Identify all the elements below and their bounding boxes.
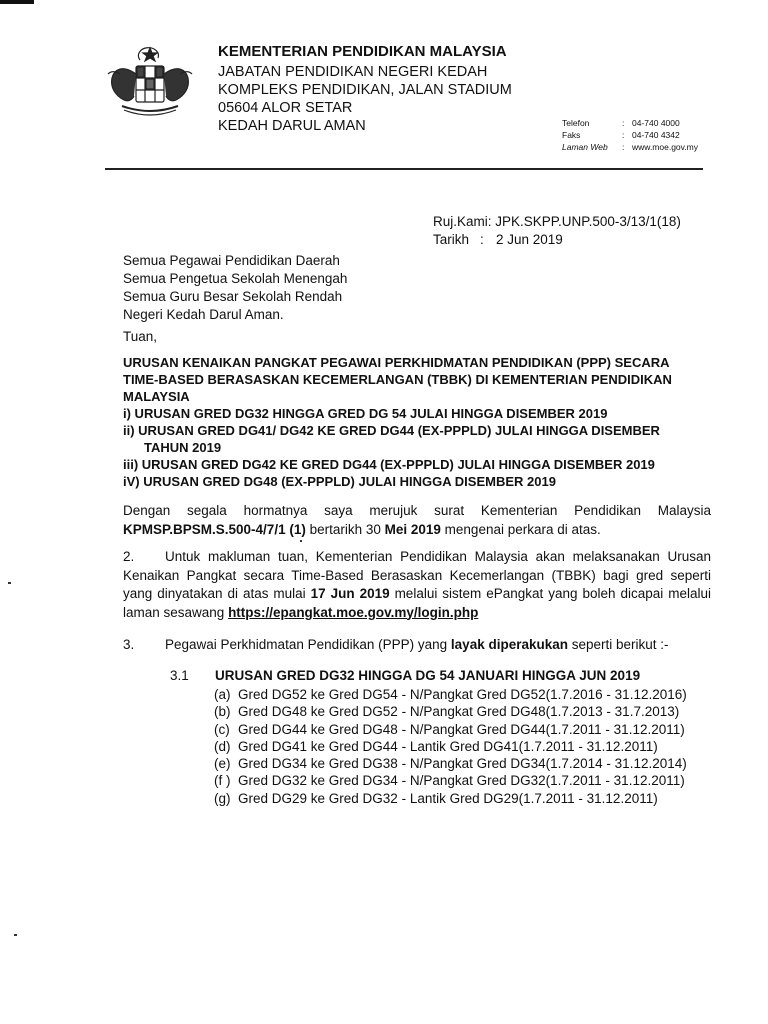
list-item-label: (a) — [214, 687, 231, 702]
list-item — [214, 721, 687, 738]
section-3-1-number: 3.1 — [170, 668, 189, 683]
section-3-1-title: URUSAN GRED DG32 HINGGA DG 54 JANUARI HINGGA JUN 2019 — [215, 668, 641, 683]
list-item-label: (g) — [214, 790, 231, 806]
list-item — [214, 755, 687, 772]
list-item-label: (c) — [214, 721, 230, 737]
para2-date: 17 Jun 2019 — [310, 586, 390, 601]
recipients-block — [123, 252, 347, 324]
address-line-2: 05604 ALOR SETAR — [218, 100, 353, 116]
phone-number: 04-740 4000 — [632, 118, 680, 128]
subject-item-ii-cont: TAHUN 2019 — [144, 440, 222, 455]
list-item — [214, 738, 687, 755]
para1-text-c: mengenai perkara di atas. — [440, 521, 601, 537]
list-item-text: Gred DG29 ke Gred DG32 - Lantik Gred DG29(1.7.2011 - 31.12.2011) — [238, 790, 658, 806]
subject-line-1: URUSAN KENAIKAN PANGKAT PEGAWAI PERKHIDMATAN PENDIDIKAN (PPP) SECARA — [123, 355, 670, 370]
list-item-label: (f ) — [214, 773, 231, 789]
subject-item-i: i) URUSAN GRED DG32 HINGGA GRED DG 54 JULAI HINGGA DISEMBER 2019 — [123, 406, 608, 421]
list-item-text: Gred DG48 ke Gred DG52 - N/Pangkat Gred DG48(1.7.2013 - 31.7.2013) — [238, 704, 680, 720]
scan-speck — [300, 540, 302, 542]
para2-number: 2. — [123, 549, 135, 564]
list-item-text: Gred DG52 ke Gred DG54 - N/Pangkat Gred DG52(1.7.2016 - 31.12.2016) — [238, 687, 687, 702]
list-item — [214, 790, 687, 807]
list-item-text: Gred DG34 ke Gred DG38 - N/Pangkat Gred DG34(1.7.2014 - 31.12.2014) — [238, 756, 687, 772]
web-address: www.moe.gov.my — [632, 142, 698, 152]
phone-separator: : — [622, 118, 625, 128]
list-item — [214, 686, 687, 703]
para1-text-b: bertarikh 30 — [305, 521, 385, 537]
para3-number: 3. — [123, 637, 135, 652]
recipient-line: Semua Pengetua Sekolah Menengah — [123, 271, 348, 286]
department-name: JABATAN PENDIDIKAN NEGERI KEDAH — [218, 64, 488, 80]
coat-of-arms-icon — [100, 44, 200, 122]
reference-number: Ruj.Kami: JPK.SKPP.UNP.500-3/13/1(18) — [433, 214, 681, 229]
phone-label: Telefon — [562, 118, 590, 128]
web-label: Laman Web — [562, 142, 608, 152]
address-line-1: KOMPLEKS PENDIDIKAN, JALAN STADIUM — [218, 82, 512, 98]
list-item-label: (d) — [214, 738, 231, 754]
subject-block — [123, 354, 715, 490]
ministry-name: KEMENTERIAN PENDIDIKAN MALAYSIA — [218, 43, 507, 60]
fax-separator: : — [622, 130, 625, 140]
paragraph-2 — [123, 548, 711, 622]
list-item — [214, 772, 687, 789]
salutation: Tuan, — [123, 329, 158, 344]
para1-text-a: Dengan segala hormatnya saya merujuk surat Kementerian Pendidikan Malaysia — [123, 503, 711, 518]
list-item-label: (b) — [214, 704, 231, 720]
section-3-1-heading — [170, 668, 640, 683]
recipient-line: Negeri Kedah Darul Aman. — [123, 307, 284, 322]
scan-corner-mark — [0, 0, 34, 4]
contact-block — [562, 117, 698, 153]
web-separator: : — [622, 142, 625, 152]
address-line-3: KEDAH DARUL AMAN — [218, 118, 366, 134]
section-3-1-list — [214, 686, 687, 807]
para1-reference: KPMSP.BPSM.S.500-4/7/1 (1) — [123, 521, 306, 537]
letter-date: 2 Jun 2019 — [496, 232, 563, 247]
scan-speck — [8, 582, 11, 584]
date-separator: : — [480, 232, 484, 247]
reference-block — [433, 213, 681, 249]
list-item-text: Gred DG32 ke Gred DG34 - N/Pangkat Gred DG32(1.7.2011 - 31.12.2011) — [238, 773, 685, 789]
list-item-label: (e) — [214, 756, 231, 772]
fax-number: 04-740 4342 — [632, 130, 680, 140]
recipient-line: Semua Guru Besar Sekolah Rendah — [123, 289, 343, 304]
para3-text-a: Pegawai Perkhidmatan Pendidikan (PPP) yang — [165, 637, 451, 652]
subject-item-iv: iV) URUSAN GRED DG48 (EX-PPPLD) JULAI HINGGA DISEMBER 2019 — [123, 474, 556, 489]
list-item-text: Gred DG41 ke Gred DG44 - Lantik Gred DG41(1.7.2011 - 31.12.2011) — [238, 738, 658, 754]
para3-bold: layak diperakukan — [450, 637, 568, 652]
recipient-line: Semua Pegawai Pendidikan Daerah — [123, 253, 340, 268]
para1-month: Mei 2019 — [384, 521, 441, 537]
para3-text-b: seperti berikut :- — [568, 637, 669, 652]
subject-item-iii: iii) URUSAN GRED DG42 KE GRED DG44 (EX-PPPLD) JULAI HINGGA DISEMBER 2019 — [123, 457, 655, 472]
epangkat-link[interactable]: https://epangkat.moe.gov.my/login.php — [228, 604, 479, 620]
subject-line-3: MALAYSIA — [123, 389, 190, 404]
list-item — [214, 703, 687, 720]
fax-label: Faks — [562, 130, 581, 140]
date-label: Tarikh — [433, 232, 470, 247]
list-item-text: Gred DG44 ke Gred DG48 - N/Pangkat Gred DG44(1.7.2011 - 31.12.2011) — [238, 721, 685, 737]
para2-text-b: melalui sistem ePangkat yang boleh dicapai melalui laman sesawang — [123, 586, 711, 620]
subject-item-ii: ii) URUSAN GRED DG41/ DG42 KE GRED DG44 (EX-PPPLD) JULAI HINGGA DISEMBER — [123, 423, 660, 438]
scan-speck — [14, 934, 17, 936]
subject-line-2: TIME-BASED BERASASKAN KECEMERLANGAN (TBBK) DI KEMENTERIAN PENDIDIKAN — [123, 372, 672, 387]
header-divider — [105, 168, 703, 170]
paragraph-1 — [123, 502, 711, 539]
paragraph-3 — [123, 636, 711, 655]
para2-text-a: Untuk makluman tuan, Kementerian Pendidikan Malaysia akan melaksanakan Urusan Kenaikan Pangkat secara Time-Based Berasaskan Kecemerlangan (TBBK) bagi gred seperti yang dinyatakan di atas mulai — [123, 549, 711, 601]
